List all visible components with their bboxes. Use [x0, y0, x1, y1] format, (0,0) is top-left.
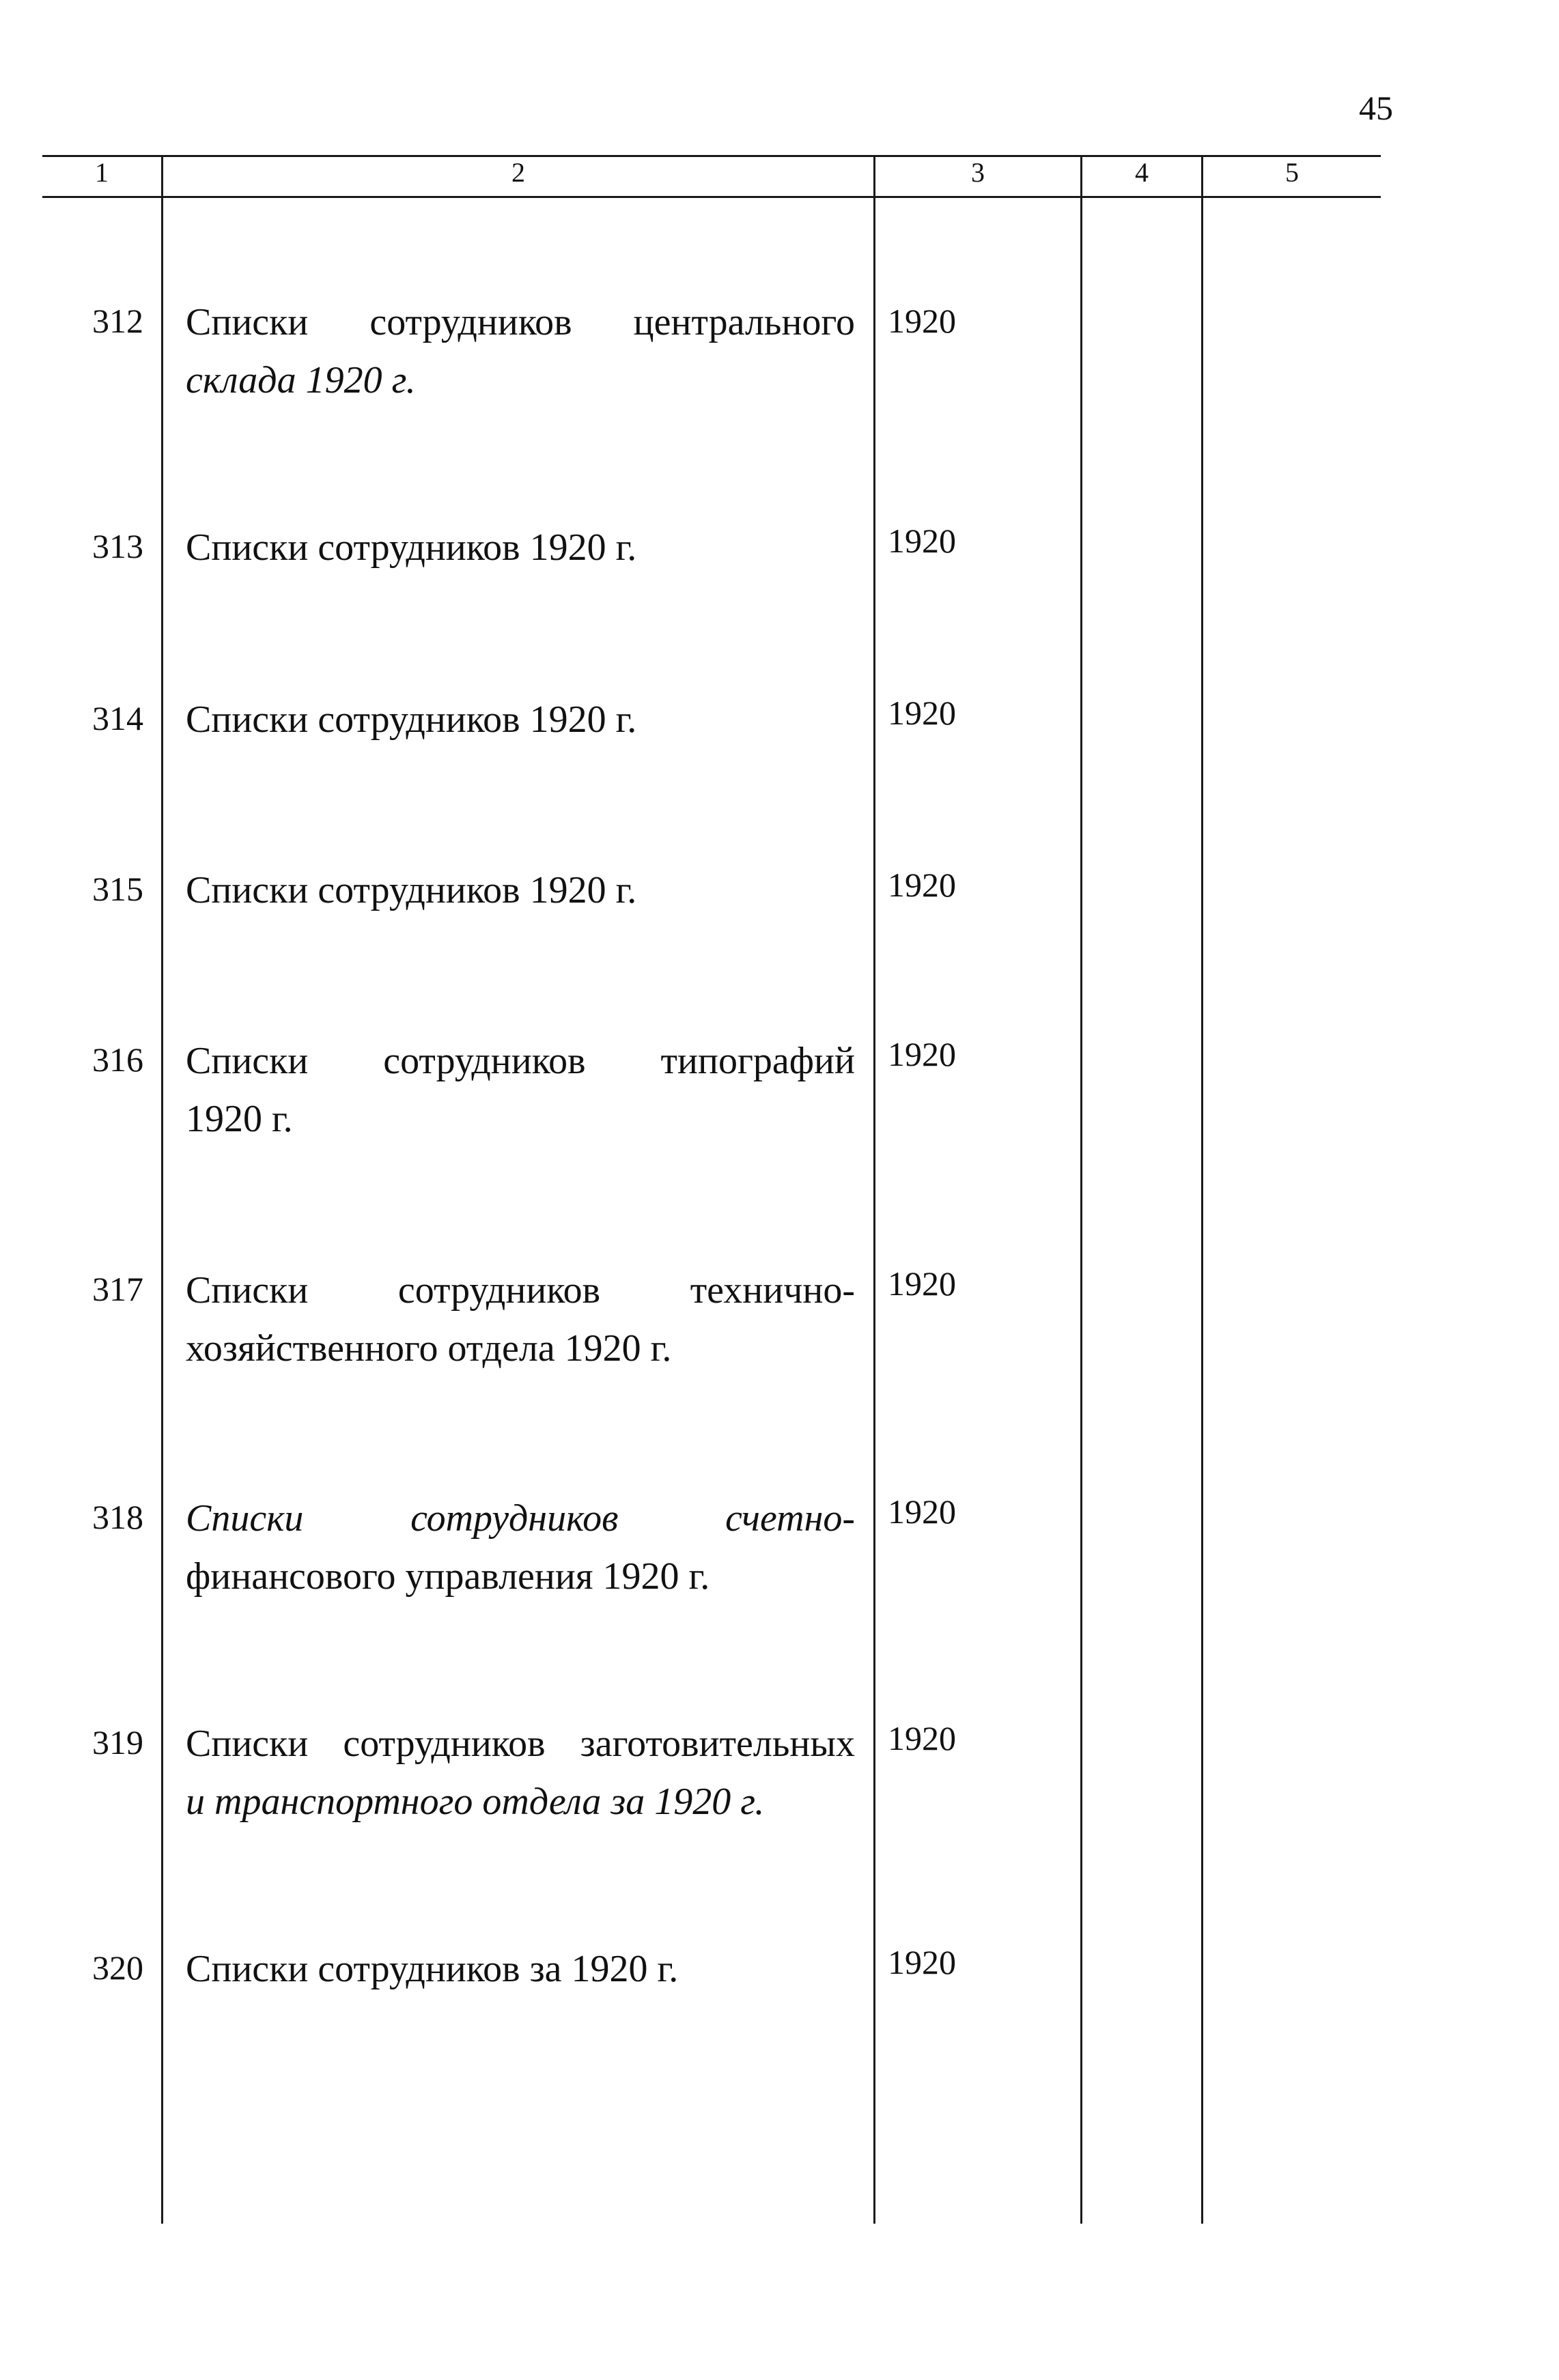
case-title-line: Списки сотрудников технично- — [186, 1269, 855, 1312]
case-number: 313 — [92, 527, 143, 565]
case-title — [186, 1546, 855, 1607]
case-title — [186, 517, 855, 578]
case-number: 318 — [92, 1498, 143, 1536]
case-date: 1920 — [888, 1264, 956, 1303]
case-number: 317 — [92, 1270, 143, 1308]
case-title-line: Списки сотрудников центрального — [186, 301, 855, 343]
case-title-line: и транспортного отдела за 1920 г. — [186, 1781, 765, 1823]
case-number: 312 — [92, 302, 143, 340]
case-date: 1920 — [888, 1943, 956, 1981]
case-title-line: Списки сотрудников типографий — [186, 1040, 855, 1082]
case-title-line: Списки сотрудников счетно- — [186, 1497, 855, 1540]
case-title-line: 1920 г. — [186, 1098, 293, 1140]
column-header-2: 2 — [511, 157, 525, 188]
case-title — [186, 1088, 855, 1150]
case-title — [186, 1318, 855, 1379]
case-title — [186, 689, 855, 750]
case-title — [186, 1488, 855, 1549]
column-divider-4 — [1201, 155, 1203, 2224]
case-title — [186, 1030, 855, 1092]
case-title — [186, 1260, 855, 1321]
case-title-line: хозяйственного отдела 1920 г. — [186, 1327, 672, 1370]
case-title-line: склада 1920 г. — [186, 359, 416, 401]
column-divider-2 — [873, 155, 875, 2224]
column-divider-1 — [161, 155, 163, 2224]
column-header-1: 1 — [95, 157, 109, 188]
case-title — [186, 860, 855, 921]
case-date: 1920 — [888, 1492, 956, 1531]
case-number: 320 — [92, 1949, 143, 1987]
case-title — [186, 1771, 855, 1832]
case-title-line: финансового управления 1920 г. — [186, 1555, 710, 1598]
column-header-4: 4 — [1135, 157, 1149, 188]
case-title-line: Списки сотрудников 1920 г. — [186, 526, 637, 569]
case-number: 319 — [92, 1723, 143, 1761]
column-divider-3 — [1080, 155, 1082, 2224]
table-header-divider — [42, 196, 1381, 198]
case-title-line: Списки сотрудников за 1920 г. — [186, 1948, 679, 1990]
column-header-3: 3 — [971, 157, 985, 188]
case-number: 316 — [92, 1040, 143, 1079]
case-date: 1920 — [888, 302, 956, 340]
page-number: 45 — [1359, 89, 1393, 127]
case-title — [186, 1938, 855, 2000]
case-number: 314 — [92, 699, 143, 737]
case-date: 1920 — [888, 1035, 956, 1073]
case-number: 315 — [92, 870, 143, 908]
case-date: 1920 — [888, 694, 956, 732]
case-title-line: Списки сотрудников 1920 г. — [186, 869, 637, 911]
case-title-line: Списки сотрудников заготовительных — [186, 1723, 855, 1765]
case-title — [186, 1713, 855, 1774]
case-title — [186, 292, 855, 353]
case-date: 1920 — [888, 522, 956, 560]
column-header-5: 5 — [1285, 157, 1299, 188]
case-date: 1920 — [888, 1719, 956, 1757]
case-date: 1920 — [888, 866, 956, 904]
case-title-line: Списки сотрудников 1920 г. — [186, 698, 637, 741]
case-title — [186, 350, 855, 411]
